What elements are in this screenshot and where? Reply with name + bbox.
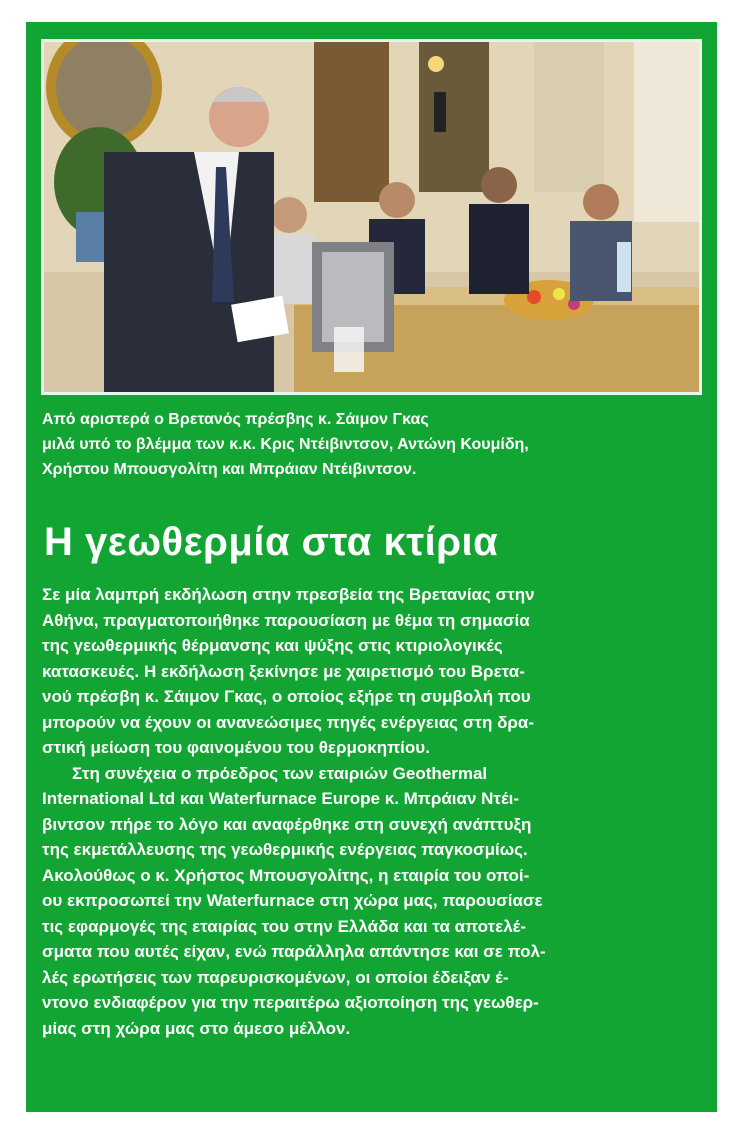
caption-line: μιλά υπό το βλέμμα των κ.κ. Κρις Ντέιβιντσον, Αντώνη Κουμίδη,: [42, 436, 529, 453]
body-line: ντονο ενδιαφέρον για την περαιτέρω αξιοποίηση της γεωθερ-: [42, 993, 539, 1012]
caption-line: Χρήστου Μπουσγολίτη και Μπράιαν Ντέιβιντσον.: [42, 461, 417, 478]
body-line: Σε μία λαμπρή εκδήλωση στην πρεσβεία της Βρετανίας στην: [42, 585, 535, 604]
event-photo: [41, 39, 702, 395]
body-line: νού πρέσβη κ. Σάιμον Γκας, ο οποίος εξήρε τη συμβολή που: [42, 687, 531, 706]
body-line: σματα που αυτές είχαν, ενώ παράλληλα απάντησε και σε πολ-: [42, 942, 546, 961]
body-line: μπορούν να έχουν οι ανανεώσιμες πηγές ενέργειας στη δρα-: [42, 712, 535, 732]
body-line: μίας στη χώρα μας στο άμεσο μέλλον.: [42, 1018, 351, 1038]
body-line: ου εκπροσωπεί την Waterfurnace στη χώρα μας, παρουσίασε: [42, 891, 543, 910]
body-line: λές ερωτήσεις των παρευρισκομένων, οι οποίοι έδειξαν έ-: [42, 967, 509, 987]
body-line: κατασκευές. Η εκδήλωση ξεκίνησε με χαιρετισμό του Βρετα-: [42, 661, 525, 681]
body-line: Ακολούθως ο κ. Χρήστος Μπουσγολίτης, η εταιρία του οποί-: [42, 865, 530, 885]
body-line: Στη συνέχεια ο πρόεδρος των εταιριών Geothermal: [72, 763, 488, 783]
body-line: της εκμετάλλευσης της γεωθερμικής ενέργειας παγκοσμίως.: [42, 840, 528, 859]
article-headline: Η γεωθερμία στα κτίρια: [44, 520, 499, 564]
photo-caption: [42, 407, 702, 482]
caption-line: Από αριστερά ο Βρετανός πρέσβης κ. Σάιμον Γκας: [42, 411, 429, 428]
article-panel: [26, 22, 717, 1112]
body-line: τις εφαρμογές της εταιρίας του στην Ελλάδα και τα αποτελέ-: [42, 916, 527, 936]
article-body: [42, 582, 702, 1041]
body-line: βιντσον πήρε το λόγο και αναφέρθηκε στη συνεχή ανάπτυξη: [42, 814, 532, 834]
body-line: στική μείωση του φαινομένου του θερμοκηπίου.: [42, 738, 430, 757]
body-line: Αθήνα, πραγματοποιήθηκε παρουσίαση με θέμα τη σημασία: [42, 610, 530, 630]
body-line: της γεωθερμικής θέρμανσης και ψύξης στις κτιριολογικές: [42, 636, 503, 655]
body-line: International Ltd και Waterfurnace Europe κ. Μπράιαν Ντέι-: [42, 789, 520, 808]
